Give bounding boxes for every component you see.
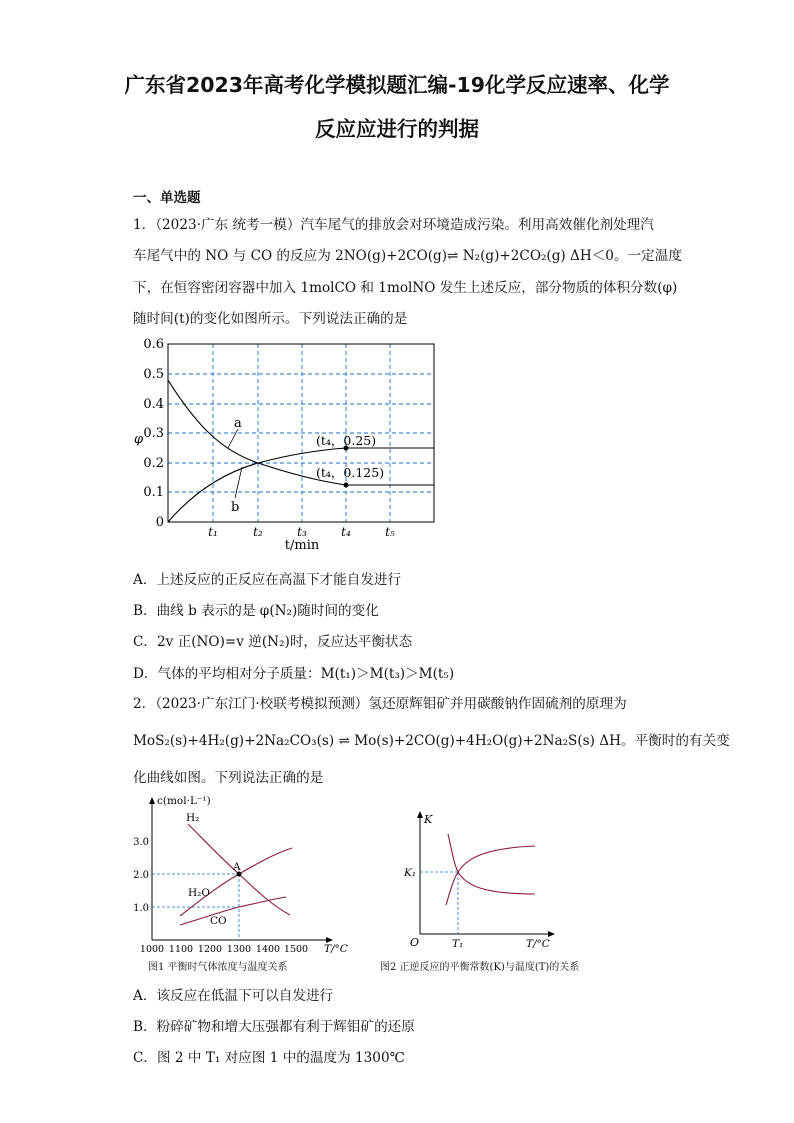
y-tick-k1: K₁: [404, 867, 417, 879]
series-co-label: CO: [210, 915, 227, 927]
q2-fig2-chart: [400, 806, 570, 954]
fig2-caption: 图2 正逆反应的平衡常数(K)与温度(T)的关系: [380, 962, 580, 973]
y-tick: 0.2: [143, 456, 164, 471]
x-axis-label: T/°C: [324, 943, 348, 955]
q1-option-a: A．上述反应的正反应在高温下才能自发进行: [133, 572, 402, 588]
x-tick: 1300: [226, 944, 252, 955]
forward-k-curve: [448, 834, 535, 894]
x-tick: 1100: [168, 944, 194, 955]
fig1-caption: 图1 平衡时气体浓度与温度关系: [148, 962, 288, 973]
origin-label: O: [410, 936, 420, 949]
q2-line: MoS₂(s)+4H₂(g)+2Na₂CO₃(s) ⇌ Mo(s)+2CO(g)+4H₂O(g)+2Na₂S(s) ΔH。平衡时的有关变: [133, 733, 730, 749]
x-tick: 1400: [255, 944, 281, 955]
series-h2-label: H₂: [186, 812, 200, 824]
x-tick: t₅: [385, 525, 395, 539]
y-tick: 0.4: [143, 397, 164, 412]
x-tick: t₃: [297, 525, 307, 539]
annotation-t4-0125: (t₄，0.125): [316, 465, 385, 480]
q1-line: 1．（2023·广东 统考一模）汽车尾气的排放会对环境造成污染。利用高效催化剂处理汽: [133, 217, 654, 233]
y-axis-label: K: [424, 813, 433, 826]
y-axis-label: c(mol·L⁻¹): [157, 795, 211, 807]
q2-option-a: A．该反应在低温下可以自发进行: [133, 988, 334, 1004]
x-tick: 1500: [283, 944, 309, 955]
q1-line: 下，在恒容密闭容器中加入 1molCO 和 1molNO 发生上述反应，部分物质的体积分数(φ): [133, 280, 678, 296]
y-tick: 0.3: [143, 426, 164, 441]
q2-line: 2．（2023·广东江门·校联考模拟预测）氢还原辉钼矿并用碳酸钠作固硫剂的原理为: [133, 696, 627, 712]
y-tick: 3.0: [133, 837, 149, 848]
y-tick: 2.0: [133, 870, 149, 881]
series-a-curve: [168, 380, 434, 485]
series-h2o-label: H₂O: [188, 887, 210, 899]
q2-option-c: C．图 2 中 T₁ 对应图 1 中的温度为 1300℃: [133, 1050, 405, 1066]
label-a-leader: [228, 429, 238, 448]
q1-option-b: B．曲线 b 表示的是 φ(N₂)随时间的变化: [133, 603, 379, 619]
label-a: a: [234, 416, 242, 431]
q1-chart: [134, 333, 448, 555]
x-tick: t₁: [208, 525, 218, 539]
x-axis-arrow: [548, 931, 555, 937]
y-axis-arrow: [417, 811, 423, 818]
y-tick: 0: [155, 515, 164, 530]
q1-option-c: C．2v 正(NO)=v 逆(N₂)时，反应达平衡状态: [133, 634, 413, 650]
x-axis-label: t/min: [284, 538, 320, 553]
annotation-t4-025: (t₄，0.25): [316, 433, 377, 448]
point-a-label: A: [233, 861, 241, 873]
x-tick: t₄: [341, 525, 351, 539]
y-tick: 0.6: [143, 337, 164, 352]
q1-line: 随时间(t)的变化如图所示。下列说法正确的是: [133, 311, 408, 327]
x-tick: 1200: [197, 944, 223, 955]
page-title-line2: 反应应进行的判据: [315, 117, 479, 141]
x-tick: t₂: [253, 525, 263, 539]
q1-option-d: D．气体的平均相对分子质量：M(t₁)＞M(t₃)＞M(t₅): [133, 666, 455, 682]
point-t4-0125: [344, 483, 349, 488]
q1-line: 车尾气中的 NO 与 CO 的反应为 2NO(g)+2CO(g)⇌ N₂(g)+2CO₂(g) ΔH＜0。一定温度: [133, 248, 682, 264]
y-tick: 0.1: [143, 485, 164, 500]
x-tick-t1: T₁: [452, 938, 464, 950]
y-axis-label: φ: [134, 432, 144, 447]
x-axis-label: T/°C: [526, 938, 550, 950]
q2-option-b: B．粉碎矿物和增大压强都有利于辉钼矿的还原: [133, 1019, 415, 1035]
page-title-line1: 广东省2023年高考化学模拟题汇编-19化学反应速率、化学: [124, 73, 670, 97]
reverse-k-curve: [446, 846, 535, 905]
label-b-leader: [235, 467, 242, 498]
q2-line: 化曲线如图。下列说法正确的是: [133, 770, 324, 786]
x-tick: 1000: [139, 944, 165, 955]
y-tick: 0.5: [143, 367, 164, 382]
label-b: b: [231, 500, 240, 515]
y-tick: 1.0: [133, 903, 149, 914]
q2-fig1-chart: [128, 788, 348, 956]
section-heading: 一、单选题: [133, 190, 201, 206]
y-axis-arrow: [149, 797, 155, 804]
